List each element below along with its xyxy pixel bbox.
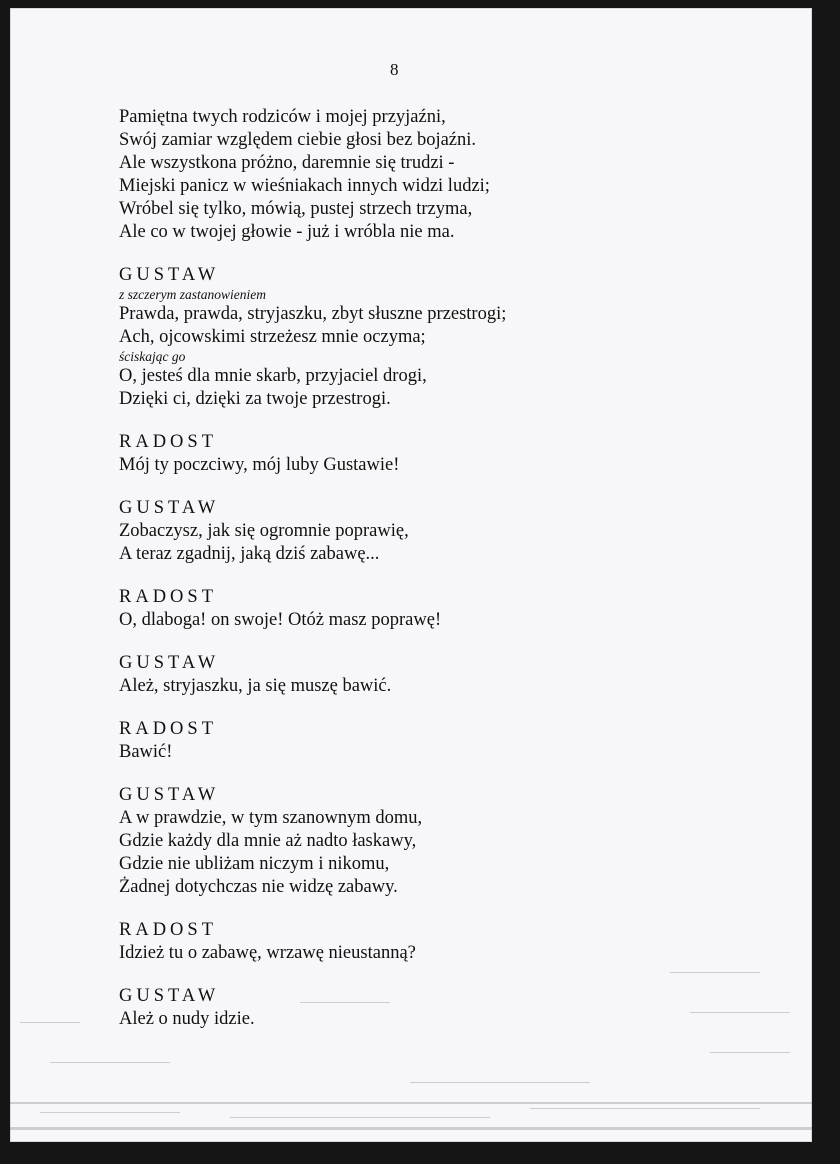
speaker-name: GUSTAW [119,653,220,673]
verse-line: Dzięki ci, dzięki za twoje przestrogi. [119,389,391,409]
verse-line: Bawić! [119,742,173,762]
speaker-name: GUSTAW [119,498,220,518]
verse-line: O, dlaboga! on swoje! Otóż masz poprawę! [119,610,442,630]
verse-line: Prawda, prawda, stryjaszku, zbyt słuszne przestrogi; [119,304,507,324]
verse-line: Mój ty poczciwy, mój luby Gustawie! [119,455,400,475]
stage-direction: ściskając go [119,349,186,364]
dialogue-block [119,985,759,1031]
speaker-name: RADOST [119,920,218,940]
verse-line: Wróbel się tylko, mówią, pustej strzech trzyma, [119,199,473,219]
dialogue-block [119,497,759,566]
speaker-name: RADOST [119,719,218,739]
verse-line: Gdzie każdy dla mnie aż nadto łaskawy, [119,831,417,851]
speaker-name: GUSTAW [119,265,220,285]
stage-direction: z szczerym zastanowieniem [119,287,266,302]
verse-line: Zobaczysz, jak się ogromnie poprawię, [119,521,409,541]
dialogue-block [119,264,759,411]
verse-line: Gdzie nie ubliżam niczym i nikomu, [119,854,390,874]
verse-line: A w prawdzie, w tym szanownym domu, [119,808,423,828]
dialogue-block [119,652,759,698]
dialogue-block [119,718,759,764]
dialogue-block [119,784,759,899]
verse-line: Ależ o nudy idzie. [119,1009,255,1029]
page-number: 8 [390,60,399,79]
verse-line: Idzież tu o zabawę, wrzawę nieustanną? [119,943,416,963]
verse-line: Ależ, stryjaszku, ja się muszę bawić. [119,676,392,696]
verse-line: Miejski panicz w wieśniakach innych widzi ludzi; [119,176,490,196]
verse-line: Żadnej dotychczas nie widzę zabawy. [119,877,398,897]
dialogue-block [119,919,759,965]
verse-line: Ale co w twojej głowie - już i wróbla nie ma. [119,222,455,242]
verse-block [119,106,759,244]
verse-line: Pamiętna twych rodziców i mojej przyjaźni, [119,107,446,127]
speaker-name: RADOST [119,432,218,452]
speaker-name: RADOST [119,587,218,607]
verse-line: Ach, ojcowskimi strzeżesz mnie oczyma; [119,327,426,347]
speaker-name: GUSTAW [119,986,220,1006]
verse-line: A teraz zgadnij, jaką dziś zabawę... [119,544,380,564]
speaker-name: GUSTAW [119,785,220,805]
verse-line: Ale wszystkona próżno, daremnie się trudzi - [119,153,455,173]
dialogue-block [119,586,759,632]
verse-line: Swój zamiar względem ciebie głosi bez bojaźni. [119,130,477,150]
drama-text [119,106,759,1051]
dialogue-block [119,431,759,477]
verse-line: O, jesteś dla mnie skarb, przyjaciel drogi, [119,366,427,386]
